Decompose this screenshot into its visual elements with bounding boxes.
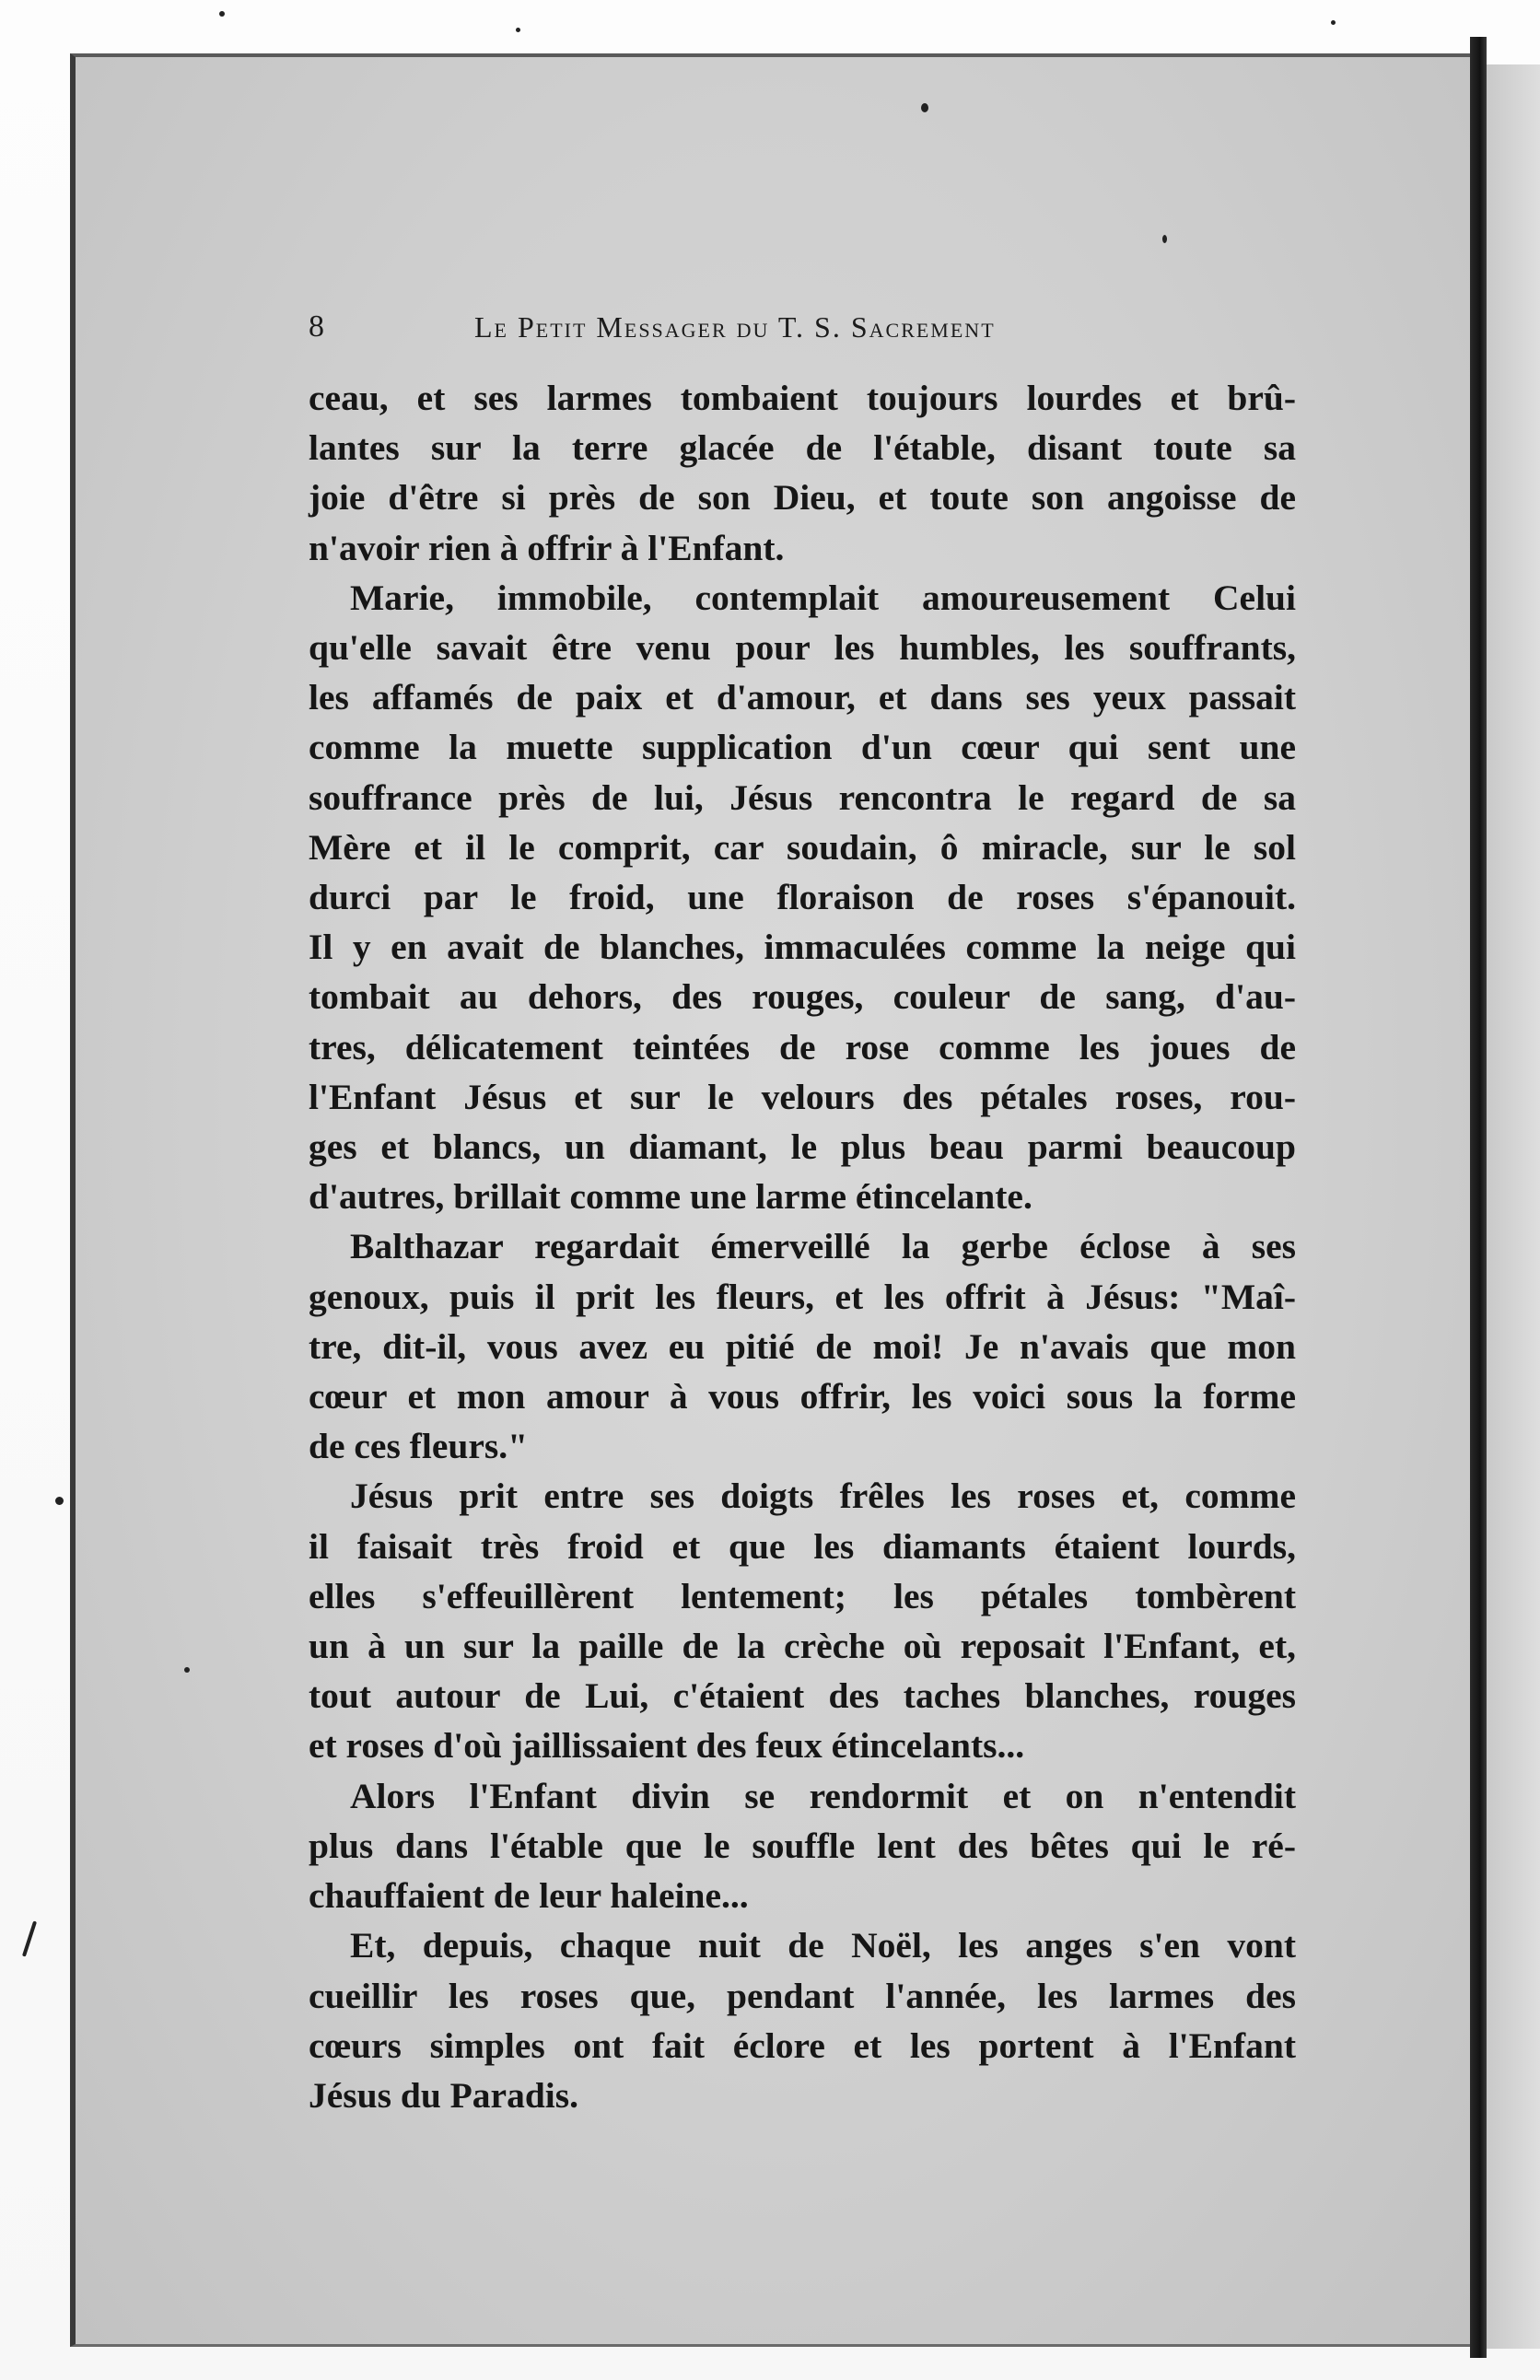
text-line: qu'elle savait être venu pour les humbles, les souffrants, <box>309 627 1296 669</box>
text-line: cœurs simples ont fait éclore et les portent à l'Enfant <box>309 2024 1296 2066</box>
text-line: Marie, immobile, contemplait amoureusement Celui <box>350 577 1296 618</box>
text-line: joie d'être si près de son Dieu, et toute son angoisse de <box>309 477 1296 519</box>
text-line: l'Enfant Jésus et sur le velours des pétales roses, rou- <box>309 1076 1296 1117</box>
scan-speck <box>921 103 928 112</box>
paragraph <box>309 1471 1296 1770</box>
scan-speck <box>22 1920 37 1956</box>
text-line: lantes sur la terre glacée de l'étable, disant toute sa <box>309 427 1296 469</box>
text-line: comme la muette supplication d'un cœur qui sent une <box>309 727 1296 768</box>
text-line: tout autour de Lui, c'étaient des taches blanches, rouges <box>309 1675 1296 1717</box>
scan-speck <box>184 1667 190 1673</box>
scan-speck <box>516 28 520 32</box>
text-line: il faisait très froid et que les diamants étaient lourds, <box>309 1525 1296 1567</box>
text-line: Mère et il le comprit, car soudain, ô miracle, sur le sol <box>309 826 1296 868</box>
text-line: ges et blancs, un diamant, le plus beau parmi beaucoup <box>309 1126 1296 1168</box>
scan-speck <box>1331 20 1336 25</box>
text-line: Il y en avait de blanches, immaculées comme la neige qui <box>309 927 1296 968</box>
text-line: Jésus prit entre ses doigts frêles les roses et, comme <box>350 1476 1296 1517</box>
page-gutter <box>1470 37 1487 2358</box>
text-line: n'avoir rien à offrir à l'Enfant. <box>309 527 785 568</box>
text-line: Et, depuis, chaque nuit de Noël, les anges s'en vont <box>350 1925 1296 1966</box>
text-line: elles s'effeuillèrent lentement; les pétales tombèrent <box>309 1575 1296 1616</box>
text-line: plus dans l'étable que le souffle lent des bêtes qui le ré- <box>309 1825 1296 1866</box>
scan-speck <box>1162 235 1167 243</box>
text-line: un à un sur la paille de la crèche où reposait l'Enfant, et, <box>309 1626 1296 1667</box>
running-title: Le Petit Messager du T. S. Sacrement <box>474 310 996 344</box>
text-line: Balthazar regardait émerveillé la gerbe éclose à ses <box>350 1226 1296 1267</box>
text-line: souffrance près de lui, Jésus rencontra le regard de sa <box>309 776 1296 818</box>
scan-speck <box>55 1497 64 1505</box>
text-line: durci par le froid, une floraison de roses s'épanouit. <box>309 877 1296 918</box>
text-line: et roses d'où jaillissaient des feux étincelants... <box>309 1725 1025 1767</box>
paragraph <box>309 573 1296 1222</box>
text-line: tres, délicatement teintées de rose comme les joues de <box>309 1026 1296 1068</box>
text-line: tombait au dehors, des rouges, couleur de sang, d'au- <box>309 976 1296 1018</box>
text-line: Jésus du Paradis. <box>309 2074 579 2116</box>
text-line: ceau, et ses larmes tombaient toujours lourdes et brû- <box>309 378 1296 418</box>
paragraph <box>309 1771 1296 1921</box>
text-line: les affamés de paix et d'amour, et dans ses yeux passait <box>309 677 1296 718</box>
text-line: genoux, puis il prit les fleurs, et les offrit à Jésus: "Maî- <box>309 1276 1296 1317</box>
text-line: tre, dit-il, vous avez eu pitié de moi! Je n'avais que mon <box>309 1325 1296 1367</box>
text-line: cueillir les roses que, pendant l'année, les larmes des <box>309 1975 1296 2016</box>
paragraph <box>309 1920 1296 2120</box>
text-line: chauffaient de leur haleine... <box>309 1875 749 1917</box>
text-line: de ces fleurs." <box>309 1426 529 1467</box>
text-line: d'autres, brillait comme une larme étincelante. <box>309 1176 1032 1218</box>
text-line: cœur et mon amour à vous offrir, les voici sous la forme <box>309 1376 1296 1418</box>
adjacent-page-edge <box>1487 64 1540 2349</box>
running-header <box>309 304 1230 350</box>
scan-speck <box>219 11 225 17</box>
paragraph <box>309 1221 1296 1471</box>
paragraph <box>309 373 1296 573</box>
text-line: Alors l'Enfant divin se rendormit et on n'entendit <box>350 1775 1296 1816</box>
body-text <box>309 373 1296 2120</box>
page-number: 8 <box>309 309 324 344</box>
